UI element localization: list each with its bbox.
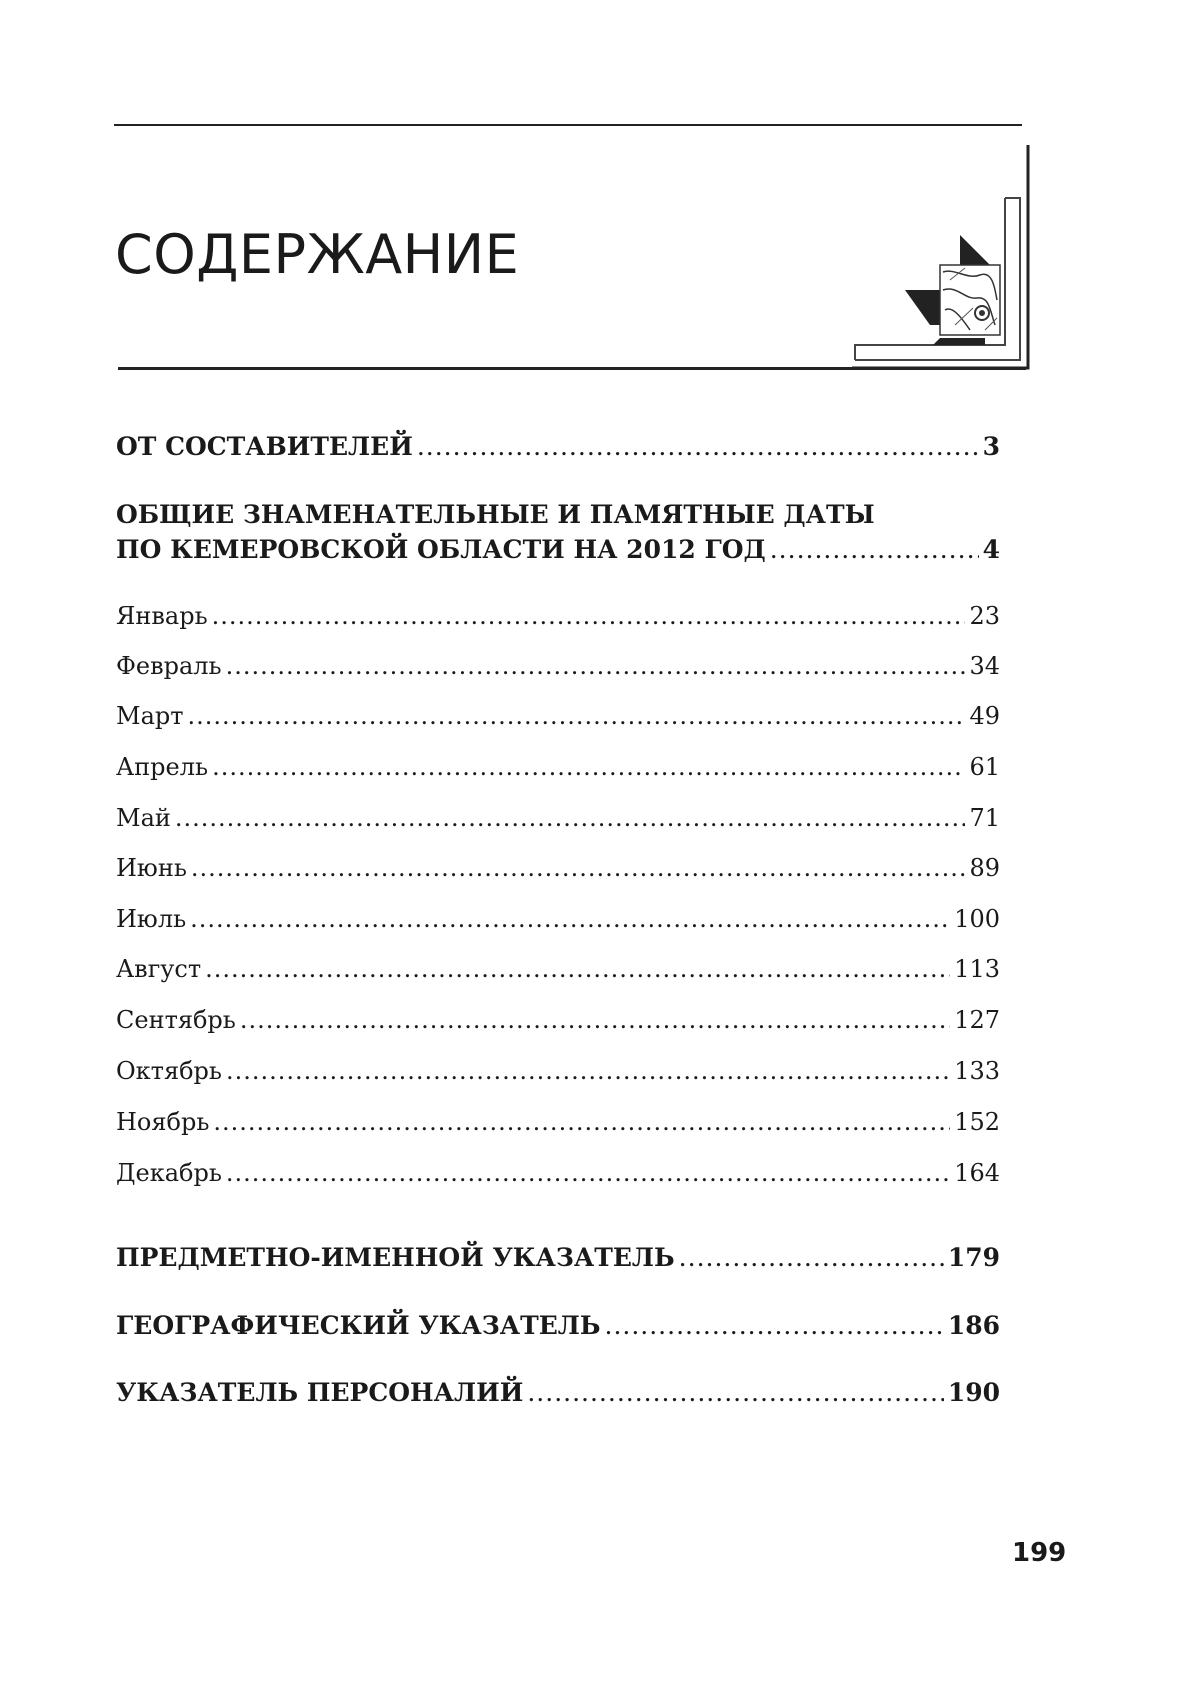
- dot-leader: [240, 1006, 950, 1034]
- dot-leader: [770, 535, 979, 564]
- toc-entry-page: 190: [947, 1378, 1000, 1407]
- dot-leader: [212, 753, 965, 781]
- toc-entry-label: Май: [116, 804, 171, 832]
- dot-leader: [188, 702, 966, 730]
- dot-leader: [226, 652, 966, 680]
- toc-entry-page: 49: [969, 702, 1000, 730]
- toc-entry-page: 89: [969, 854, 1000, 882]
- dot-leader: [213, 1108, 950, 1136]
- toc-entry-label: Июнь: [116, 854, 187, 882]
- dot-leader: [527, 1378, 943, 1407]
- page-title: СОДЕРЖАНИЕ: [115, 223, 520, 286]
- dot-leader: [212, 602, 966, 630]
- toc-entry-label: Февраль: [116, 652, 222, 680]
- toc-entry-month[interactable]: [116, 1006, 1000, 1034]
- toc-entry-month[interactable]: [116, 955, 1000, 983]
- toc-entry-month[interactable]: [116, 1159, 1000, 1187]
- toc-entry-general-line1: ОБЩИЕ ЗНАМЕНАТЕЛЬНЫЕ И ПАМЯТНЫЕ ДАТЫ: [116, 500, 875, 529]
- header-rule: [118, 367, 1026, 370]
- toc-entry-index[interactable]: [116, 1243, 1000, 1272]
- toc-entry-month[interactable]: [116, 652, 1000, 680]
- toc-entry-page: 61: [969, 753, 1000, 781]
- dot-leader: [191, 854, 966, 882]
- toc-entry-label: Апрель: [116, 753, 209, 781]
- top-rule: [114, 124, 1022, 126]
- toc-entry-page: 152: [954, 1108, 1000, 1136]
- dot-leader: [226, 1159, 950, 1187]
- toc-entry-page: 100: [954, 905, 1000, 933]
- toc-entry-intro[interactable]: [116, 432, 1000, 461]
- toc-entry-label: ПО КЕМЕРОВСКОЙ ОБЛАСТИ НА 2012 ГОД: [116, 535, 766, 564]
- toc-entry-month[interactable]: [116, 1057, 1000, 1085]
- toc-entry-page: 164: [954, 1159, 1000, 1187]
- dot-leader: [226, 1057, 950, 1085]
- dot-leader: [205, 955, 950, 983]
- toc-entry-page: 186: [947, 1311, 1000, 1340]
- toc-entry-page: 179: [947, 1243, 1000, 1272]
- dot-leader: [190, 905, 950, 933]
- toc-entry-label: Январь: [116, 602, 208, 630]
- toc-entry-page: 71: [969, 804, 1000, 832]
- toc-entry-month[interactable]: [116, 854, 1000, 882]
- dot-leader: [417, 432, 979, 461]
- toc-entry-general[interactable]: [116, 535, 1000, 564]
- toc-entry-page: 127: [954, 1006, 1000, 1034]
- toc-entry-label: Декабрь: [116, 1159, 222, 1187]
- toc-entry-label: ОТ СОСТАВИТЕЛЕЙ: [116, 432, 413, 461]
- toc-entry-month[interactable]: [116, 905, 1000, 933]
- toc-entry-label: УКАЗАТЕЛЬ ПЕРСОНАЛИЙ: [116, 1378, 524, 1407]
- toc-entry-page: 113: [954, 955, 1000, 983]
- page-number: 199: [1012, 1538, 1067, 1568]
- dot-leader: [175, 804, 966, 832]
- toc-entry-page: 3: [982, 432, 1000, 461]
- dot-leader: [679, 1243, 944, 1272]
- toc-entry-page: 23: [969, 602, 1000, 630]
- corner-ornament-icon: [845, 140, 1030, 372]
- toc-entry-label: Сентябрь: [116, 1006, 236, 1034]
- toc-entry-month[interactable]: [116, 753, 1000, 781]
- toc-entry-month[interactable]: [116, 804, 1000, 832]
- toc-entry-page: 4: [982, 535, 1000, 564]
- toc-entry-month[interactable]: [116, 602, 1000, 630]
- toc-entry-month[interactable]: [116, 702, 1000, 730]
- toc-entry-page: 34: [969, 652, 1000, 680]
- dot-leader: [605, 1311, 944, 1340]
- toc-entry-index[interactable]: [116, 1311, 1000, 1340]
- toc-entry-label: Ноябрь: [116, 1108, 210, 1136]
- toc-entry-label: Август: [116, 955, 202, 983]
- toc-entry-label: Июль: [116, 905, 187, 933]
- toc-entry-month[interactable]: [116, 1108, 1000, 1136]
- toc-entry-index[interactable]: [116, 1378, 1000, 1407]
- toc-entry-label: Март: [116, 702, 184, 730]
- toc-entry-label: ГЕОГРАФИЧЕСКИЙ УКАЗАТЕЛЬ: [116, 1311, 601, 1340]
- toc-entry-label: ПРЕДМЕТНО-ИМЕННОЙ УКАЗАТЕЛЬ: [116, 1243, 675, 1272]
- toc-entry-label: Октябрь: [116, 1057, 222, 1085]
- toc-entry-page: 133: [954, 1057, 1000, 1085]
